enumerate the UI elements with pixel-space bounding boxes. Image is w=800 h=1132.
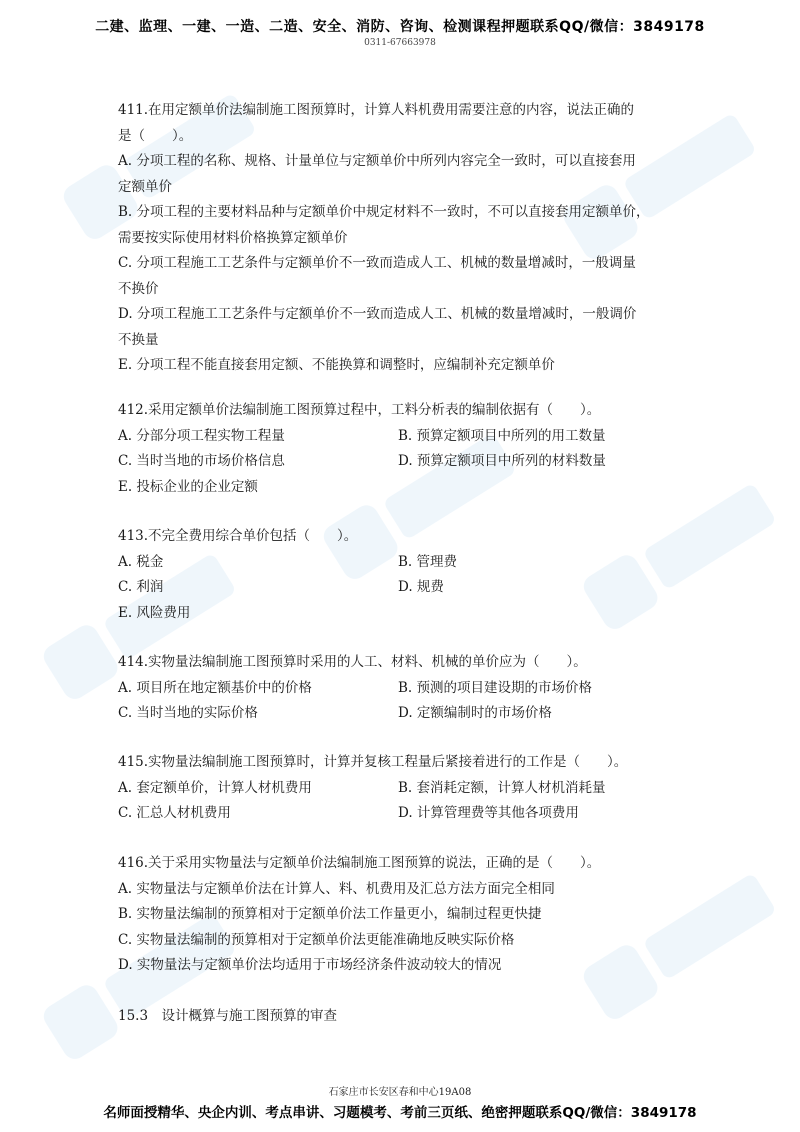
option-row [118, 550, 678, 576]
question-411 [118, 98, 678, 379]
question-stem: 414.实物量法编制施工图预算时采用的人工、材料、机械的单价应为（ ）。 [118, 654, 587, 670]
question-stem: 415.实物量法编制施工图预算时，计算并复核工程量后紧接着进行的工作是（ ）。 [118, 754, 628, 770]
option-line: A. 分项工程的名称、规格、计量单位与定额单价中所列内容完全一致时，可以直接套用 [118, 153, 636, 169]
header-phone: 0311-67663978 [364, 38, 436, 48]
option-line: C. 分项工程施工工艺条件与定额单价不一致而造成人工、机械的数量增减时，一般调量 [118, 255, 636, 271]
option-line: 定额单价 [118, 178, 172, 195]
question-416 [118, 851, 678, 979]
option-a: A. 实物量法与定额单价法在计算人、料、机费用及汇总方法方面完全相同 [118, 880, 555, 897]
option-line: 不换价 [118, 280, 159, 297]
option-line: 不换量 [118, 331, 159, 348]
option-d: D. 实物量法与定额单价法均适用于市场经济条件波动较大的情况 [118, 957, 502, 973]
option-b: B. 套消耗定额，计算人材机消耗量 [398, 779, 606, 796]
option-row [118, 424, 678, 450]
option-b: B. 实物量法编制的预算相对于定额单价法工作量更小，编制过程更快捷 [118, 906, 542, 922]
option-e: E. 投标企业的企业定额 [118, 478, 258, 495]
option-line: 需要按实际使用材料价格换算定额单价 [118, 229, 348, 246]
option-b: B. 预算定额项目中所列的用工数量 [398, 427, 606, 444]
question-413 [118, 524, 678, 626]
option-a: A. 税金 [118, 553, 164, 570]
option-b: B. 管理费 [398, 553, 458, 570]
footer-promo: 名师面授精华、央企内训、考点串讲、习题模考、考前三页纸、绝密押题联系QQ/微信：3849178 [103, 1105, 697, 1121]
footer-address: 石家庄市长安区春和中心19A08 [328, 1087, 472, 1098]
option-row [118, 475, 678, 501]
option-line: B. 分项工程的主要材料品种与定额单价中规定材料不一致时，不可以直接套用定额单价， [118, 204, 650, 220]
question-stem: 416.关于采用实物量法与定额单价法编制施工图预算的说法，正确的是（ ）。 [118, 855, 601, 871]
question-stem: 412.采用定额单价法编制施工图预算过程中，工料分析表的编制依据有（ ）。 [118, 402, 601, 418]
option-line: D. 分项工程施工工艺条件与定额单价不一致而造成人工、机械的数量增减时，一般调价 [118, 306, 637, 322]
option-c: C. 利润 [118, 579, 164, 595]
option-a: A. 分部分项工程实物工程量 [118, 427, 285, 444]
option-c: C. 当时当地的实际价格 [118, 705, 258, 721]
option-a: A. 套定额单价，计算人材机费用 [118, 779, 312, 796]
option-d: D. 预算定额项目中所列的材料数量 [398, 453, 606, 469]
option-row [118, 676, 678, 702]
option-c: C. 实物量法编制的预算相对于定额单价法更能准确地反映实际价格 [118, 931, 515, 948]
option-c: C. 汇总人材机费用 [118, 805, 231, 821]
option-c: C. 当时当地的市场价格信息 [118, 453, 285, 469]
question-415 [118, 750, 678, 827]
question-414 [118, 650, 678, 727]
question-stem: 413.不完全费用综合单价包括（ ）。 [118, 528, 358, 544]
option-e: E. 风险费用 [118, 604, 191, 621]
header-title: 二建、监理、一建、一造、二造、安全、消防、咨询、检测课程押题联系QQ/微信：3849178 [95, 19, 705, 35]
option-b: B. 预测的项目建设期的市场价格 [398, 679, 593, 696]
question-412 [118, 398, 678, 500]
option-row [118, 701, 678, 727]
option-row [118, 575, 678, 601]
option-d: D. 规费 [398, 579, 444, 595]
option-d: D. 计算管理费等其他各项费用 [398, 805, 579, 821]
option-a: A. 项目所在地定额基价中的价格 [118, 679, 312, 696]
option-row [118, 601, 678, 627]
option-row [118, 801, 678, 827]
option-d: D. 定额编制时的市场价格 [398, 705, 552, 721]
section-heading: 15.3 设计概算与施工图预算的审查 [118, 1008, 338, 1024]
option-row [118, 776, 678, 802]
question-line: 411.在用定额单价法编制施工图预算时，计算人料机费用需要注意的内容，说法正确的 [118, 102, 635, 118]
question-line: 是（ ）。 [118, 127, 193, 144]
option-row [118, 449, 678, 475]
option-line: E. 分项工程不能直接套用定额、不能换算和调整时，应编制补充定额单价 [118, 357, 555, 373]
